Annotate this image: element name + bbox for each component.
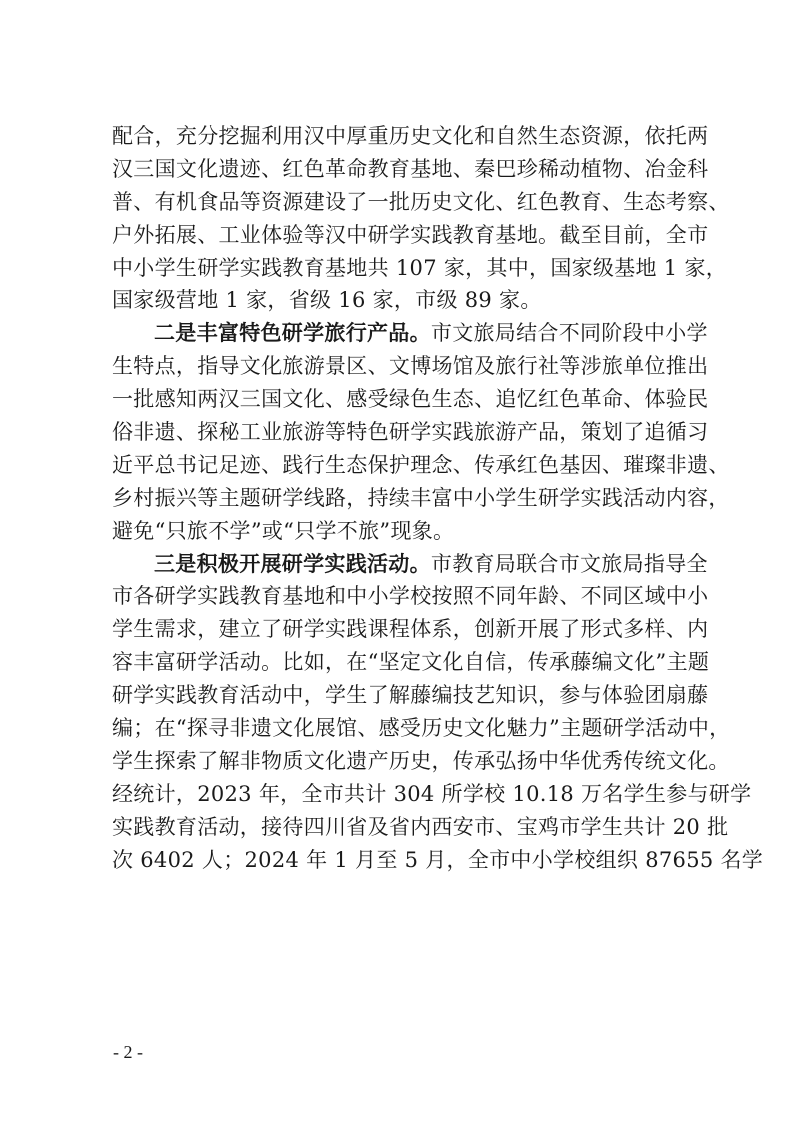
text-line: 国家级营地 1 家，省级 16 家，市级 89 家。 [112, 288, 542, 313]
paragraph-first-line [112, 548, 708, 581]
text-line: 近平总书记足迹、践行生态保护理念、传承红色基因、璀璨非遗、 [112, 452, 730, 477]
text-run: 市教育局联合市文旅局指导全 [430, 551, 708, 576]
text-line: 次 6402 人；2024 年 1 月至 5 月，全市中小学校组织 87655 名学 [112, 847, 764, 872]
page-number: - 2 - [113, 1042, 143, 1062]
text-line: 生特点，指导文化旅游景区、文博场馆及旅行社等涉旅单位推出 [112, 354, 709, 379]
text-line: 避免“只旅不学”或“只学不旅”现象。 [112, 518, 455, 543]
text-line: 中小学生研学实践教育基地共 107 家，其中，国家级基地 1 家， [112, 255, 728, 280]
text-line: 普、有机食品等资源建设了一批历史文化、红色教育、生态考察、 [112, 189, 730, 214]
paragraph-first-line [112, 317, 708, 350]
text-line: 学生探索了解非物质文化遗产历史，传承弘扬中华优秀传统文化。 [112, 748, 730, 773]
text-line: 汉三国文化遗迹、红色革命教育基地、秦巴珍稀动植物、冶金科 [112, 156, 709, 181]
paragraph-lead-heading: 二是丰富特色研学旅行产品。 [154, 320, 431, 346]
text-run: 市文旅局结合不同阶段中小学 [430, 321, 708, 346]
text-line: 户外拓展、工业体验等汉中研学实践教育基地。截至目前，全市 [112, 222, 709, 247]
text-line: 经统计，2023 年，全市共计 304 所学校 10.18 万名学生参与研学 [112, 781, 752, 806]
text-line: 实践教育活动，接待四川省及省内西安市、宝鸡市学生共计 20 批 [112, 814, 729, 839]
text-line: 俗非遗、探秘工业旅游等特色研学实践旅游产品，策划了追循习 [112, 420, 709, 445]
paragraph-lead-heading: 三是积极开展研学实践活动。 [154, 550, 431, 576]
text-line: 市各研学实践教育基地和中小学校按照不同年龄、不同区域中小 [112, 584, 709, 609]
text-line: 学生需求，建立了研学实践课程体系，创新开展了形式多样、内 [112, 617, 709, 642]
body-text [112, 120, 764, 876]
text-line: 容丰富研学活动。比如，在“坚定文化自信，传承藤编文化”主题 [112, 650, 710, 675]
text-line: 一批感知两汉三国文化、感受绿色生态、追忆红色革命、体验民 [112, 387, 709, 412]
text-line: 研学实践教育活动中，学生了解藤编技艺知识，参与体验团扇藤 [112, 683, 709, 708]
text-line: 编；在“探寻非遗文化展馆、感受历史文化魅力”主题研学活动中， [112, 716, 731, 741]
text-line: 配合，充分挖掘利用汉中厚重历史文化和自然生态资源，依托两 [112, 124, 709, 148]
text-line: 乡村振兴等主题研学线路，持续丰富中小学生研学实践活动内容， [112, 485, 730, 510]
